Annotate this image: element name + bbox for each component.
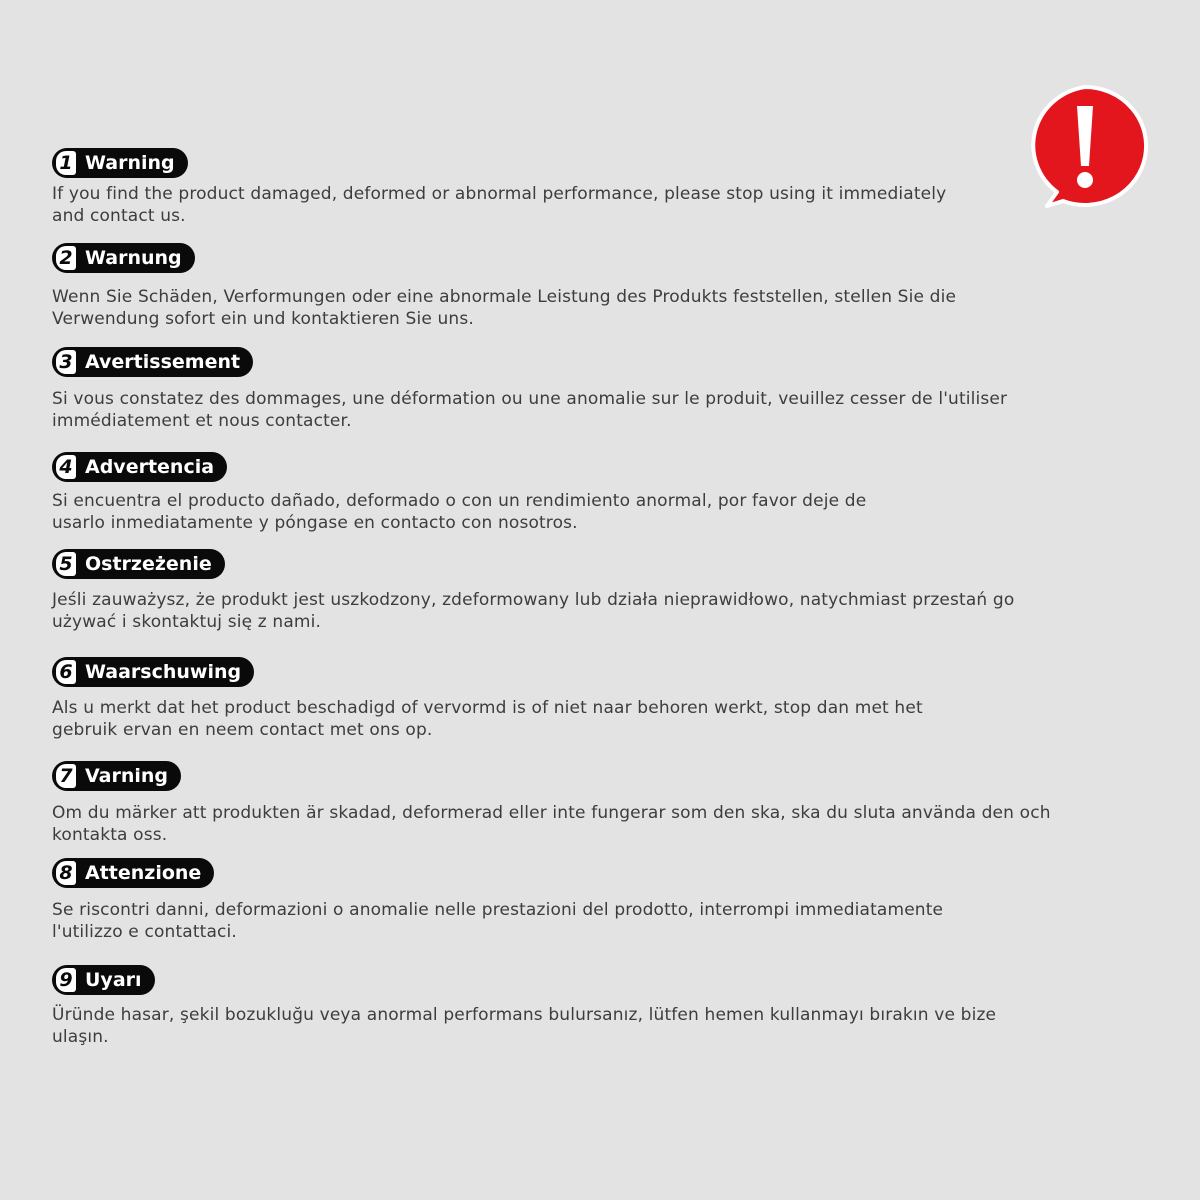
warning-badge [52, 243, 195, 273]
warning-badge [52, 452, 227, 482]
warning-badge [52, 657, 254, 687]
warning-number: 6 [56, 660, 76, 684]
warning-text: Om du märker att produkten är skadad, deformerad eller inte fungerar som den ska, ska du sluta använda den och kontakta oss. [52, 803, 1051, 845]
warning-section-sv [52, 761, 1051, 846]
warning-text: Se riscontri danni, deformazioni o anomalie nelle prestazioni del prodotto, interrompi immediatamente l'utilizzo e contattaci. [52, 900, 944, 942]
warning-section-tr [52, 965, 996, 1048]
exclamation-speech-bubble-icon [1018, 82, 1152, 210]
warning-text: Wenn Sie Schäden, Verformungen oder eine abnormale Leistung des Produkts feststellen, stellen Sie die Verwendung sofort ein und kontaktieren Sie uns. [52, 287, 957, 329]
warning-badge [52, 347, 253, 377]
warning-heading: Warnung [85, 247, 182, 269]
warning-section-de [52, 243, 956, 330]
warning-heading: Waarschuwing [85, 661, 242, 683]
warning-badge [52, 148, 188, 178]
warning-badge [52, 549, 225, 579]
warning-heading: Warning [85, 152, 175, 174]
warning-text: Üründe hasar, şekil bozukluğu veya anormal performans bulursanız, lütfen hemen kullanmayı bırakın ve bize ulaşın. [52, 1005, 997, 1047]
warning-heading: Varning [85, 765, 169, 787]
warning-section-pl [52, 549, 1014, 633]
warning-section-es [52, 452, 866, 534]
warning-section-it [52, 858, 943, 943]
warning-heading: Advertencia [85, 456, 215, 478]
warning-text: Si encuentra el producto dañado, deformado o con un rendimiento anormal, por favor deje de usarlo inmediatamente y póngase en contacto con nosotros. [52, 491, 867, 533]
warning-badge [52, 858, 214, 888]
warning-number: 3 [56, 350, 76, 374]
warning-heading: Avertissement [85, 351, 241, 373]
warning-number: 4 [56, 455, 76, 479]
warning-text: If you find the product damaged, deformed or abnormal performance, please stop using it immediately and contact us. [52, 184, 947, 226]
warning-section-fr [52, 347, 1007, 432]
warning-number: 9 [56, 968, 76, 992]
warning-section-nl [52, 657, 923, 741]
warning-heading: Attenzione [85, 862, 202, 884]
warning-text: Als u merkt dat het product beschadigd of vervormd is of niet naar behoren werkt, stop dan met het gebruik ervan en neem contact met ons op. [52, 698, 923, 740]
warning-section-en [52, 148, 946, 227]
warning-text: Si vous constatez des dommages, une déformation ou une anomalie sur le produit, veuillez cesser de l'utiliser immédiatement et nous contacter. [52, 389, 1008, 431]
warning-number: 8 [56, 861, 76, 885]
warning-badge [52, 761, 181, 791]
warning-badge [52, 965, 155, 995]
warning-number: 7 [56, 764, 76, 788]
warning-heading: Uyarı [85, 969, 142, 991]
warning-number: 5 [56, 552, 76, 576]
warning-number: 1 [56, 151, 76, 175]
warning-heading: Ostrzeżenie [85, 553, 212, 575]
warning-number: 2 [56, 246, 76, 270]
warning-text: Jeśli zauważysz, że produkt jest uszkodzony, zdeformowany lub działa nieprawidłowo, natychmiast przestań go używać i skontaktuj się z nami. [52, 590, 1015, 632]
